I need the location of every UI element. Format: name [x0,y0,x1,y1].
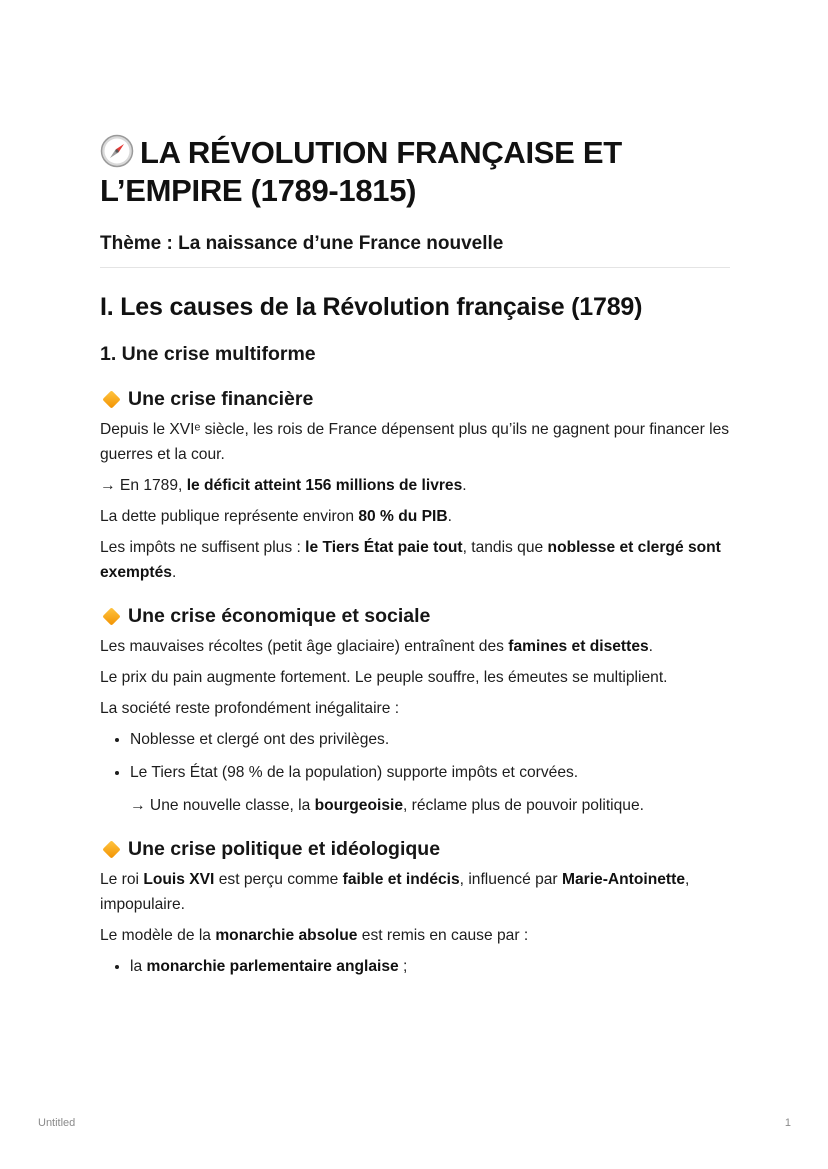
title-line-1: LA RÉVOLUTION FRANÇAISE ET [140,135,622,170]
footer-page-number: 1 [784,1117,791,1129]
paragraph: → En 1789, le déficit atteint 156 millions de livres. [100,477,467,494]
orange-diamond-icon [102,607,120,625]
paragraph: Le modèle de la monarchie absolue est remis en cause par : [100,927,529,944]
paragraph: Les impôts ne suffisent plus : le Tiers État paie tout, tandis que noblesse et clergé sont exemptés. [100,539,721,581]
paragraph: La société reste profondément inégalitaire : [100,700,400,717]
bullet-list [100,954,730,979]
paragraph: Depuis le XVIᵉ siècle, les rois de France dépensent plus qu’ils ne gagnent pour financer les guerres et la cour. [100,421,730,463]
heading-text: Une crise politique et idéologique [128,838,441,860]
heading-economic-crisis [100,602,730,630]
heading-text: Une crise économique et sociale [128,605,431,627]
list-item: • Le Tiers État (98 % de la population) supporte impôts et corvées. [130,760,730,785]
heading-financial-crisis [100,385,730,413]
orange-diamond-icon [102,390,120,408]
sub-note: → Une nouvelle classe, la bourgeoisie, réclame plus de pouvoir politique. [130,797,644,814]
footer-document-name: Untitled [38,1117,76,1129]
title-line-2: L’EMPIRE (1789-1815) [100,173,417,208]
list-item: • Noblesse et clergé ont des privilèges. [130,727,730,752]
orange-diamond-icon [102,840,120,858]
section-heading: I. Les causes de la Révolution française (1789) [100,293,643,321]
compass-icon [100,134,134,168]
page-title [100,134,730,210]
heading-political-crisis [100,835,730,863]
document-page [100,134,730,979]
paragraph: La dette publique représente environ 80 % du PIB. [100,508,452,525]
subsection-heading: 1. Une crise multiforme [100,343,316,365]
bullet-list [100,727,730,785]
page-subtitle: Thème : La naissance d’une France nouvelle [100,230,730,268]
paragraph: Le roi Louis XVI est perçu comme faible et indécis, influencé par Marie-Antoinette, impopulaire. [100,871,690,913]
heading-text: Une crise financière [128,388,314,410]
paragraph: Les mauvaises récoltes (petit âge glaciaire) entraînent des famines et disettes. [100,638,654,655]
paragraph: Le prix du pain augmente fortement. Le peuple souffre, les émeutes se multiplient. [100,669,668,686]
list-item: • la monarchie parlementaire anglaise ; [130,954,730,979]
